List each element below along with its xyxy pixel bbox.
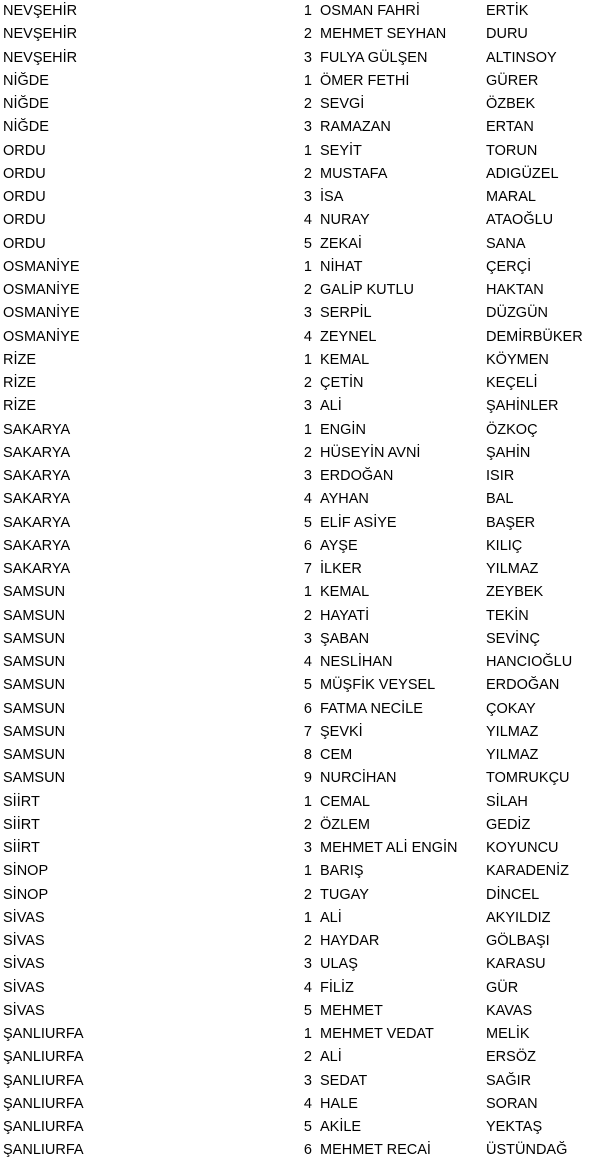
province-cell: ORDU <box>3 212 46 229</box>
order-number-cell: 2 <box>303 607 312 624</box>
table-row <box>0 953 600 976</box>
first-name-cell: CEMAL <box>320 793 370 810</box>
order-number-cell: 4 <box>303 491 312 508</box>
order-number-cell: 3 <box>303 189 312 205</box>
first-name-cell: ÖMER FETHİ <box>320 72 410 89</box>
table-row <box>0 605 600 628</box>
order-number-cell: 2 <box>303 886 312 903</box>
table-row <box>0 163 600 186</box>
table-row <box>0 558 600 581</box>
table-row <box>0 419 600 442</box>
order-number-cell: 3 <box>303 305 312 322</box>
table-row <box>0 744 600 767</box>
last-name-cell: DİNCEL <box>486 886 540 903</box>
province-cell: SİVAS <box>3 979 45 996</box>
first-name-cell: FİLİZ <box>320 979 354 996</box>
order-number-cell: 4 <box>303 212 312 229</box>
last-name-cell: KOYUNCU <box>486 840 559 856</box>
order-number-cell: 5 <box>303 1119 312 1135</box>
province-cell: SAMSUN <box>3 723 66 740</box>
first-name-cell: ŞABAN <box>320 630 370 647</box>
first-name-cell: NURAY <box>320 212 370 229</box>
first-name-cell: SEVGİ <box>320 96 365 112</box>
first-name-cell: SERPİL <box>320 305 372 322</box>
order-number-cell: 6 <box>303 700 312 717</box>
first-name-cell: MEHMET SEYHAN <box>320 26 447 43</box>
table-row <box>0 884 600 907</box>
province-cell: NEVŞEHİR <box>3 49 78 66</box>
last-name-cell: BAŞER <box>486 514 536 531</box>
order-number-cell: 1 <box>303 3 312 19</box>
table-row <box>0 186 600 209</box>
order-number-cell: 3 <box>303 1072 312 1089</box>
table-row <box>0 1116 600 1139</box>
table-row <box>0 372 600 395</box>
province-cell: SİNOP <box>3 863 49 880</box>
first-name-cell: FULYA GÜLŞEN <box>320 49 428 66</box>
first-name-cell: MEHMET VEDAT <box>320 1026 434 1042</box>
order-number-cell: 1 <box>303 909 312 926</box>
last-name-cell: SORAN <box>486 1095 538 1112</box>
last-name-cell: HANCIOĞLU <box>486 654 573 670</box>
first-name-cell: ZEYNEL <box>320 328 377 345</box>
province-cell: ORDU <box>3 165 46 182</box>
table-row <box>0 47 600 70</box>
order-number-cell: 1 <box>303 258 312 275</box>
first-name-cell: İSA <box>320 189 344 205</box>
province-cell: SİİRT <box>3 793 40 810</box>
order-number-cell: 1 <box>303 142 312 159</box>
order-number-cell: 3 <box>303 956 312 973</box>
province-cell: ŞANLIURFA <box>3 1119 84 1135</box>
order-number-cell: 4 <box>303 979 312 996</box>
order-number-cell: 3 <box>303 840 312 856</box>
order-number-cell: 2 <box>303 375 312 391</box>
order-number-cell: 7 <box>303 723 312 740</box>
province-cell: NİĞDE <box>3 96 49 112</box>
table-row <box>0 860 600 883</box>
order-number-cell: 3 <box>303 119 312 136</box>
last-name-cell: ÇERÇİ <box>486 258 532 275</box>
first-name-cell: ALİ <box>320 398 342 415</box>
last-name-cell: GÜR <box>486 979 519 996</box>
last-name-cell: SİLAH <box>486 793 528 810</box>
last-name-cell: ADIGÜZEL <box>486 165 559 182</box>
table-row <box>0 23 600 46</box>
table-row <box>0 907 600 930</box>
order-number-cell: 4 <box>303 328 312 345</box>
province-cell: OSMANİYE <box>3 328 80 345</box>
order-number-cell: 2 <box>303 165 312 182</box>
order-number-cell: 3 <box>303 398 312 415</box>
table-row <box>0 512 600 535</box>
table-row <box>0 233 600 256</box>
order-number-cell: 6 <box>303 1142 312 1159</box>
province-cell: SİVAS <box>3 956 45 973</box>
province-cell: SİİRT <box>3 840 40 856</box>
order-number-cell: 9 <box>303 770 312 787</box>
province-cell: ŞANLIURFA <box>3 1142 84 1159</box>
first-name-cell: CEM <box>320 747 353 763</box>
last-name-cell: MELİK <box>486 1026 530 1042</box>
first-name-cell: ALİ <box>320 1049 342 1066</box>
last-name-cell: KARADENİZ <box>486 863 569 880</box>
province-cell: ŞANLIURFA <box>3 1049 84 1066</box>
first-name-cell: NESLİHAN <box>320 654 393 670</box>
last-name-cell: ÖZKOÇ <box>486 421 538 438</box>
order-number-cell: 4 <box>303 654 312 670</box>
order-number-cell: 4 <box>303 1095 312 1112</box>
last-name-cell: KEÇELİ <box>486 375 538 391</box>
first-name-cell: MEHMET RECAİ <box>320 1142 431 1159</box>
order-number-cell: 1 <box>303 421 312 438</box>
province-cell: NEVŞEHİR <box>3 3 78 19</box>
last-name-cell: ERTİK <box>486 3 529 19</box>
last-name-cell: KAVAS <box>486 1002 533 1019</box>
first-name-cell: OSMAN FAHRİ <box>320 3 420 19</box>
order-number-cell: 1 <box>303 351 312 368</box>
table-row <box>0 767 600 790</box>
order-number-cell: 2 <box>303 1049 312 1066</box>
province-cell: ORDU <box>3 189 46 205</box>
first-name-cell: HAYATİ <box>320 607 370 624</box>
order-number-cell: 1 <box>303 584 312 601</box>
table-row <box>0 209 600 232</box>
first-name-cell: KEMAL <box>320 351 370 368</box>
first-name-cell: MUSTAFA <box>320 165 388 182</box>
last-name-cell: SEVİNÇ <box>486 630 540 647</box>
province-cell: SAKARYA <box>3 514 71 531</box>
table-row <box>0 1139 600 1162</box>
order-number-cell: 1 <box>303 1026 312 1042</box>
first-name-cell: RAMAZAN <box>320 119 391 136</box>
order-number-cell: 5 <box>303 1002 312 1019</box>
province-cell: SAKARYA <box>3 561 71 577</box>
table-row <box>0 628 600 651</box>
last-name-cell: DÜZGÜN <box>486 305 549 322</box>
table-row <box>0 814 600 837</box>
province-cell: RİZE <box>3 398 37 415</box>
order-number-cell: 1 <box>303 72 312 89</box>
first-name-cell: İLKER <box>320 561 362 577</box>
table-row <box>0 488 600 511</box>
province-cell: SAMSUN <box>3 700 66 717</box>
province-cell: SAMSUN <box>3 654 66 670</box>
table-row <box>0 465 600 488</box>
first-name-cell: ELİF ASİYE <box>320 514 397 531</box>
order-number-cell: 5 <box>303 677 312 694</box>
province-cell: SAMSUN <box>3 747 66 763</box>
last-name-cell: GEDİZ <box>486 816 531 833</box>
province-cell: SAMSUN <box>3 607 66 624</box>
first-name-cell: ÖZLEM <box>320 816 370 833</box>
province-cell: ORDU <box>3 142 46 159</box>
order-number-cell: 2 <box>303 933 312 949</box>
province-cell: SİVAS <box>3 1002 45 1019</box>
first-name-cell: AKİLE <box>320 1119 362 1135</box>
table-row <box>0 442 600 465</box>
last-name-cell: ÜSTÜNDAĞ <box>486 1142 568 1159</box>
table-row <box>0 93 600 116</box>
province-cell: ŞANLIURFA <box>3 1026 84 1042</box>
order-number-cell: 7 <box>303 561 312 577</box>
order-number-cell: 3 <box>303 630 312 647</box>
province-cell: SAKARYA <box>3 537 71 554</box>
table-row <box>0 395 600 418</box>
order-number-cell: 2 <box>303 444 312 461</box>
order-number-cell: 2 <box>303 816 312 833</box>
province-cell: OSMANİYE <box>3 305 80 322</box>
order-number-cell: 3 <box>303 49 312 66</box>
province-cell: OSMANİYE <box>3 282 80 298</box>
last-name-cell: TOMRUKÇU <box>486 770 570 787</box>
last-name-cell: ERDOĞAN <box>486 677 560 694</box>
province-cell: NİĞDE <box>3 119 49 136</box>
order-number-cell: 2 <box>303 96 312 112</box>
order-number-cell: 3 <box>303 468 312 484</box>
table-row <box>0 0 600 23</box>
table-row <box>0 674 600 697</box>
province-cell: SAMSUN <box>3 630 66 647</box>
first-name-cell: ÇETİN <box>320 375 364 391</box>
last-name-cell: ALTINSOY <box>486 49 557 66</box>
first-name-cell: MÜŞFİK VEYSEL <box>320 677 436 694</box>
province-cell: ŞANLIURFA <box>3 1072 84 1089</box>
first-name-cell: ERDOĞAN <box>320 468 394 484</box>
first-name-cell: HALE <box>320 1095 358 1112</box>
province-cell: SAKARYA <box>3 468 71 484</box>
last-name-cell: TORUN <box>486 142 538 159</box>
first-name-cell: HÜSEYİN AVNİ <box>320 444 421 461</box>
last-name-cell: KARASU <box>486 956 546 973</box>
first-name-cell: TUGAY <box>320 886 369 903</box>
province-cell: SAKARYA <box>3 491 71 508</box>
province-cell: SAMSUN <box>3 770 66 787</box>
last-name-cell: ŞAHİNLER <box>486 398 559 415</box>
last-name-cell: ATAOĞLU <box>486 212 554 229</box>
last-name-cell: ÇOKAY <box>486 700 536 717</box>
last-name-cell: AKYILDIZ <box>486 909 551 926</box>
last-name-cell: SAĞIR <box>486 1072 532 1089</box>
table-row <box>0 791 600 814</box>
table-row <box>0 651 600 674</box>
province-cell: SİİRT <box>3 816 40 833</box>
province-cell: SAKARYA <box>3 444 71 461</box>
table-row <box>0 1023 600 1046</box>
table-row <box>0 930 600 953</box>
province-cell: OSMANİYE <box>3 258 80 275</box>
last-name-cell: YEKTAŞ <box>486 1119 543 1135</box>
province-cell: SAKARYA <box>3 421 71 438</box>
order-number-cell: 5 <box>303 235 312 252</box>
province-cell: SAMSUN <box>3 677 66 694</box>
last-name-cell: ERSÖZ <box>486 1049 536 1066</box>
last-name-cell: GÖLBAŞI <box>486 933 550 949</box>
province-cell: NİĞDE <box>3 72 49 89</box>
first-name-cell: ZEKAİ <box>320 235 362 252</box>
province-cell: RİZE <box>3 375 37 391</box>
table-row <box>0 349 600 372</box>
first-name-cell: BARIŞ <box>320 863 364 880</box>
table-row <box>0 698 600 721</box>
table-row <box>0 140 600 163</box>
province-cell: SİVAS <box>3 909 45 926</box>
table-row <box>0 116 600 139</box>
table-row <box>0 302 600 325</box>
last-name-cell: KÖYMEN <box>486 351 549 368</box>
first-name-cell: FATMA NECİLE <box>320 700 423 717</box>
first-name-cell: MEHMET ALİ ENGİN <box>320 840 458 856</box>
last-name-cell: KILIÇ <box>486 537 523 554</box>
last-name-cell: DEMİRBÜKER <box>486 328 583 345</box>
first-name-cell: KEMAL <box>320 584 370 601</box>
province-cell: SİNOP <box>3 886 49 903</box>
table-row <box>0 326 600 349</box>
table-row <box>0 256 600 279</box>
province-cell: ŞANLIURFA <box>3 1095 84 1112</box>
last-name-cell: ŞAHİN <box>486 444 531 461</box>
first-name-cell: MEHMET <box>320 1002 383 1019</box>
first-name-cell: GALİP KUTLU <box>320 282 415 298</box>
province-cell: SAMSUN <box>3 584 66 601</box>
table-row <box>0 1046 600 1069</box>
last-name-cell: GÜRER <box>486 72 539 89</box>
table-row <box>0 1093 600 1116</box>
table-row <box>0 279 600 302</box>
table-row <box>0 1000 600 1023</box>
province-cell: ORDU <box>3 235 46 252</box>
last-name-cell: YILMAZ <box>486 747 539 763</box>
last-name-cell: DURU <box>486 26 528 43</box>
order-number-cell: 1 <box>303 863 312 880</box>
order-number-cell: 1 <box>303 793 312 810</box>
order-number-cell: 6 <box>303 537 312 554</box>
first-name-cell: ALİ <box>320 909 342 926</box>
table-row <box>0 70 600 93</box>
last-name-cell: YILMAZ <box>486 723 539 740</box>
table-row <box>0 535 600 558</box>
last-name-cell: BAL <box>486 491 514 508</box>
first-name-cell: SEDAT <box>320 1072 368 1089</box>
last-name-cell: MARAL <box>486 189 536 205</box>
last-name-cell: ERTAN <box>486 119 534 136</box>
table-row <box>0 581 600 604</box>
first-name-cell: AYHAN <box>320 491 369 508</box>
table-row <box>0 977 600 1000</box>
order-number-cell: 5 <box>303 514 312 531</box>
last-name-cell: SANA <box>486 235 526 252</box>
last-name-cell: TEKİN <box>486 607 529 624</box>
table-row <box>0 1070 600 1093</box>
province-cell: RİZE <box>3 351 37 368</box>
last-name-cell: YILMAZ <box>486 561 539 577</box>
province-cell: SİVAS <box>3 933 45 949</box>
first-name-cell: NURCİHAN <box>320 770 397 787</box>
order-number-cell: 2 <box>303 282 312 298</box>
first-name-cell: ULAŞ <box>320 956 358 973</box>
province-cell: NEVŞEHİR <box>3 26 78 43</box>
first-name-cell: SEYİT <box>320 142 362 159</box>
last-name-cell: ZEYBEK <box>486 584 544 601</box>
last-name-cell: HAKTAN <box>486 282 544 298</box>
first-name-cell: ENGİN <box>320 421 366 438</box>
table-row <box>0 721 600 744</box>
first-name-cell: AYŞE <box>320 537 358 554</box>
first-name-cell: ŞEVKİ <box>320 723 363 740</box>
table-row <box>0 837 600 860</box>
first-name-cell: HAYDAR <box>320 933 380 949</box>
first-name-cell: NİHAT <box>320 258 363 275</box>
last-name-cell: ÖZBEK <box>486 96 536 112</box>
order-number-cell: 2 <box>303 26 312 43</box>
order-number-cell: 8 <box>303 747 312 763</box>
last-name-cell: ISIR <box>486 468 515 484</box>
